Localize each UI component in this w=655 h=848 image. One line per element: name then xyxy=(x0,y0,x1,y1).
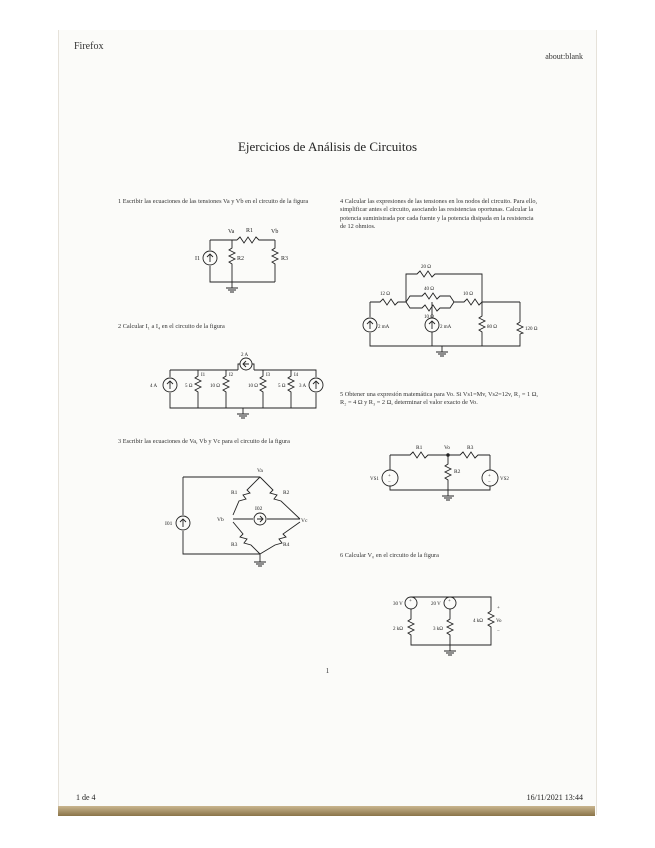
c3-r1-label: R1 xyxy=(231,490,238,496)
svg-text:−: − xyxy=(497,629,500,634)
svg-text:+: + xyxy=(497,606,500,611)
browser-name: Firefox xyxy=(74,41,104,52)
c2-r3-label: 10 Ω xyxy=(248,384,258,389)
c3-r4-label: R4 xyxy=(283,542,290,548)
svg-text:+: + xyxy=(488,474,491,479)
c6-r2k-label: 2 kΩ xyxy=(393,627,403,632)
c4-r10a-label: 10 Ω xyxy=(424,315,434,320)
c5-vs2-label: VS2 xyxy=(500,477,509,482)
c3-vb-label: Vb xyxy=(217,517,224,523)
c6-vo-label: Vo xyxy=(496,619,502,624)
circuit-6-diagram xyxy=(385,585,505,665)
svg-text:+: + xyxy=(409,599,412,604)
c5-r3-label: R3 xyxy=(467,445,474,451)
page-count: 1 de 4 xyxy=(76,793,96,802)
c6-r3k-label: 3 kΩ xyxy=(433,627,443,632)
page-edge xyxy=(58,806,595,816)
c1-r1-label: R1 xyxy=(246,228,254,234)
c3-i02-label: I02 xyxy=(255,506,263,512)
c3-r3-label: R3 xyxy=(231,542,238,548)
svg-text:+: + xyxy=(448,599,451,604)
c4-r20-label: 20 Ω xyxy=(421,265,431,270)
c5-r1-label: R1 xyxy=(416,445,423,451)
page-url: about:blank xyxy=(545,52,583,61)
document-title: Ejercicios de Análisis de Circuitos xyxy=(237,139,418,154)
c2-i4-label: I4 xyxy=(294,373,299,378)
svg-text:+: + xyxy=(388,474,391,479)
c1-va-label: Va xyxy=(228,229,235,235)
c5-vo-label: Vo xyxy=(444,445,451,451)
svg-text:−: − xyxy=(488,480,491,485)
c4-source2-label: 2 mA xyxy=(440,325,452,330)
exercise-6-text: 6 Calcular V₀ en el circuito de la figura xyxy=(340,552,439,559)
circuit-3-diagram xyxy=(165,462,308,577)
c1-r2-label: R2 xyxy=(237,256,245,262)
c2-src-right-label: 3 A xyxy=(299,384,307,389)
c5-r2-label: R2 xyxy=(454,469,461,475)
c6-r4k-label: 4 kΩ xyxy=(473,619,483,624)
c2-src-top-label: 2 A xyxy=(241,353,249,358)
c4-r120-label: 120 Ω xyxy=(525,327,538,332)
c2-i2-label: I2 xyxy=(229,373,234,378)
c4-r40-label: 40 Ω xyxy=(424,287,434,292)
circuit-1-diagram xyxy=(195,222,305,297)
c3-i01-label: I01 xyxy=(165,521,173,527)
c3-vc-label: Vc xyxy=(301,518,308,524)
c2-i1-label: I1 xyxy=(201,373,206,378)
c2-src-left-label: 4 A xyxy=(150,384,158,389)
c3-r2-label: R2 xyxy=(283,490,290,496)
svg-text:−: − xyxy=(388,480,391,485)
c1-i1-label: I1 xyxy=(195,256,200,262)
circuit-4-diagram xyxy=(362,262,552,362)
c2-r2-label: 10 Ω xyxy=(210,384,220,389)
print-datetime: 16/11/2021 13:44 xyxy=(526,793,583,802)
circuit-2-diagram xyxy=(148,352,328,422)
c4-r80-label: 80 Ω xyxy=(487,325,497,330)
page-number: 1 xyxy=(325,667,330,675)
c6-v1-label: 30 V xyxy=(393,602,403,607)
c1-r3-label: R3 xyxy=(281,256,289,262)
c2-r1-label: 5 Ω xyxy=(185,384,193,389)
c4-source1-label: 2 mA xyxy=(378,325,390,330)
c3-va-label: Va xyxy=(257,468,263,474)
exercise-5-text: 5 Obtener una expresión matemática para Vo. Si Vs1=Mv, Vs2=12v, R₁ = 1 Ω, R₂ = 4 Ω y R₃ = 2 Ω, determinar el valor exacto de Vo. xyxy=(340,391,538,407)
circuit-5-diagram xyxy=(370,440,510,510)
c1-vb-label: Vb xyxy=(271,229,279,235)
exercise-3-text: 3 Escribir las ecuaciones de Va, Vb y Vc para el circuito de la figura xyxy=(118,438,290,445)
c4-r12-label: 12 Ω xyxy=(380,292,390,297)
c4-r10b-label: 10 Ω xyxy=(463,292,473,297)
c6-v2-label: 20 V xyxy=(431,602,441,607)
c5-vs1-label: VS1 xyxy=(370,477,379,482)
exercise-4-text: 4 Calcular las expresiones de las tensiones en los nodos del circuito. Para ello, simplificar antes el circuito, asociando las resistencias oportunas. Calcular la potencia suministrada por cada fuente y la potencia disipada en la resistencia de 12 ohmios. xyxy=(340,198,538,231)
exercise-1-text: 1 Escribir las ecuaciones de las tensiones Va y Vb en el circuito de la figura xyxy=(118,198,309,205)
c2-r4-label: 5 Ω xyxy=(278,384,286,389)
exercise-2-text: 2 Calcular I₁ a I₄ en el circuito de la figura xyxy=(118,323,225,330)
c2-i3-label: I3 xyxy=(266,373,271,378)
